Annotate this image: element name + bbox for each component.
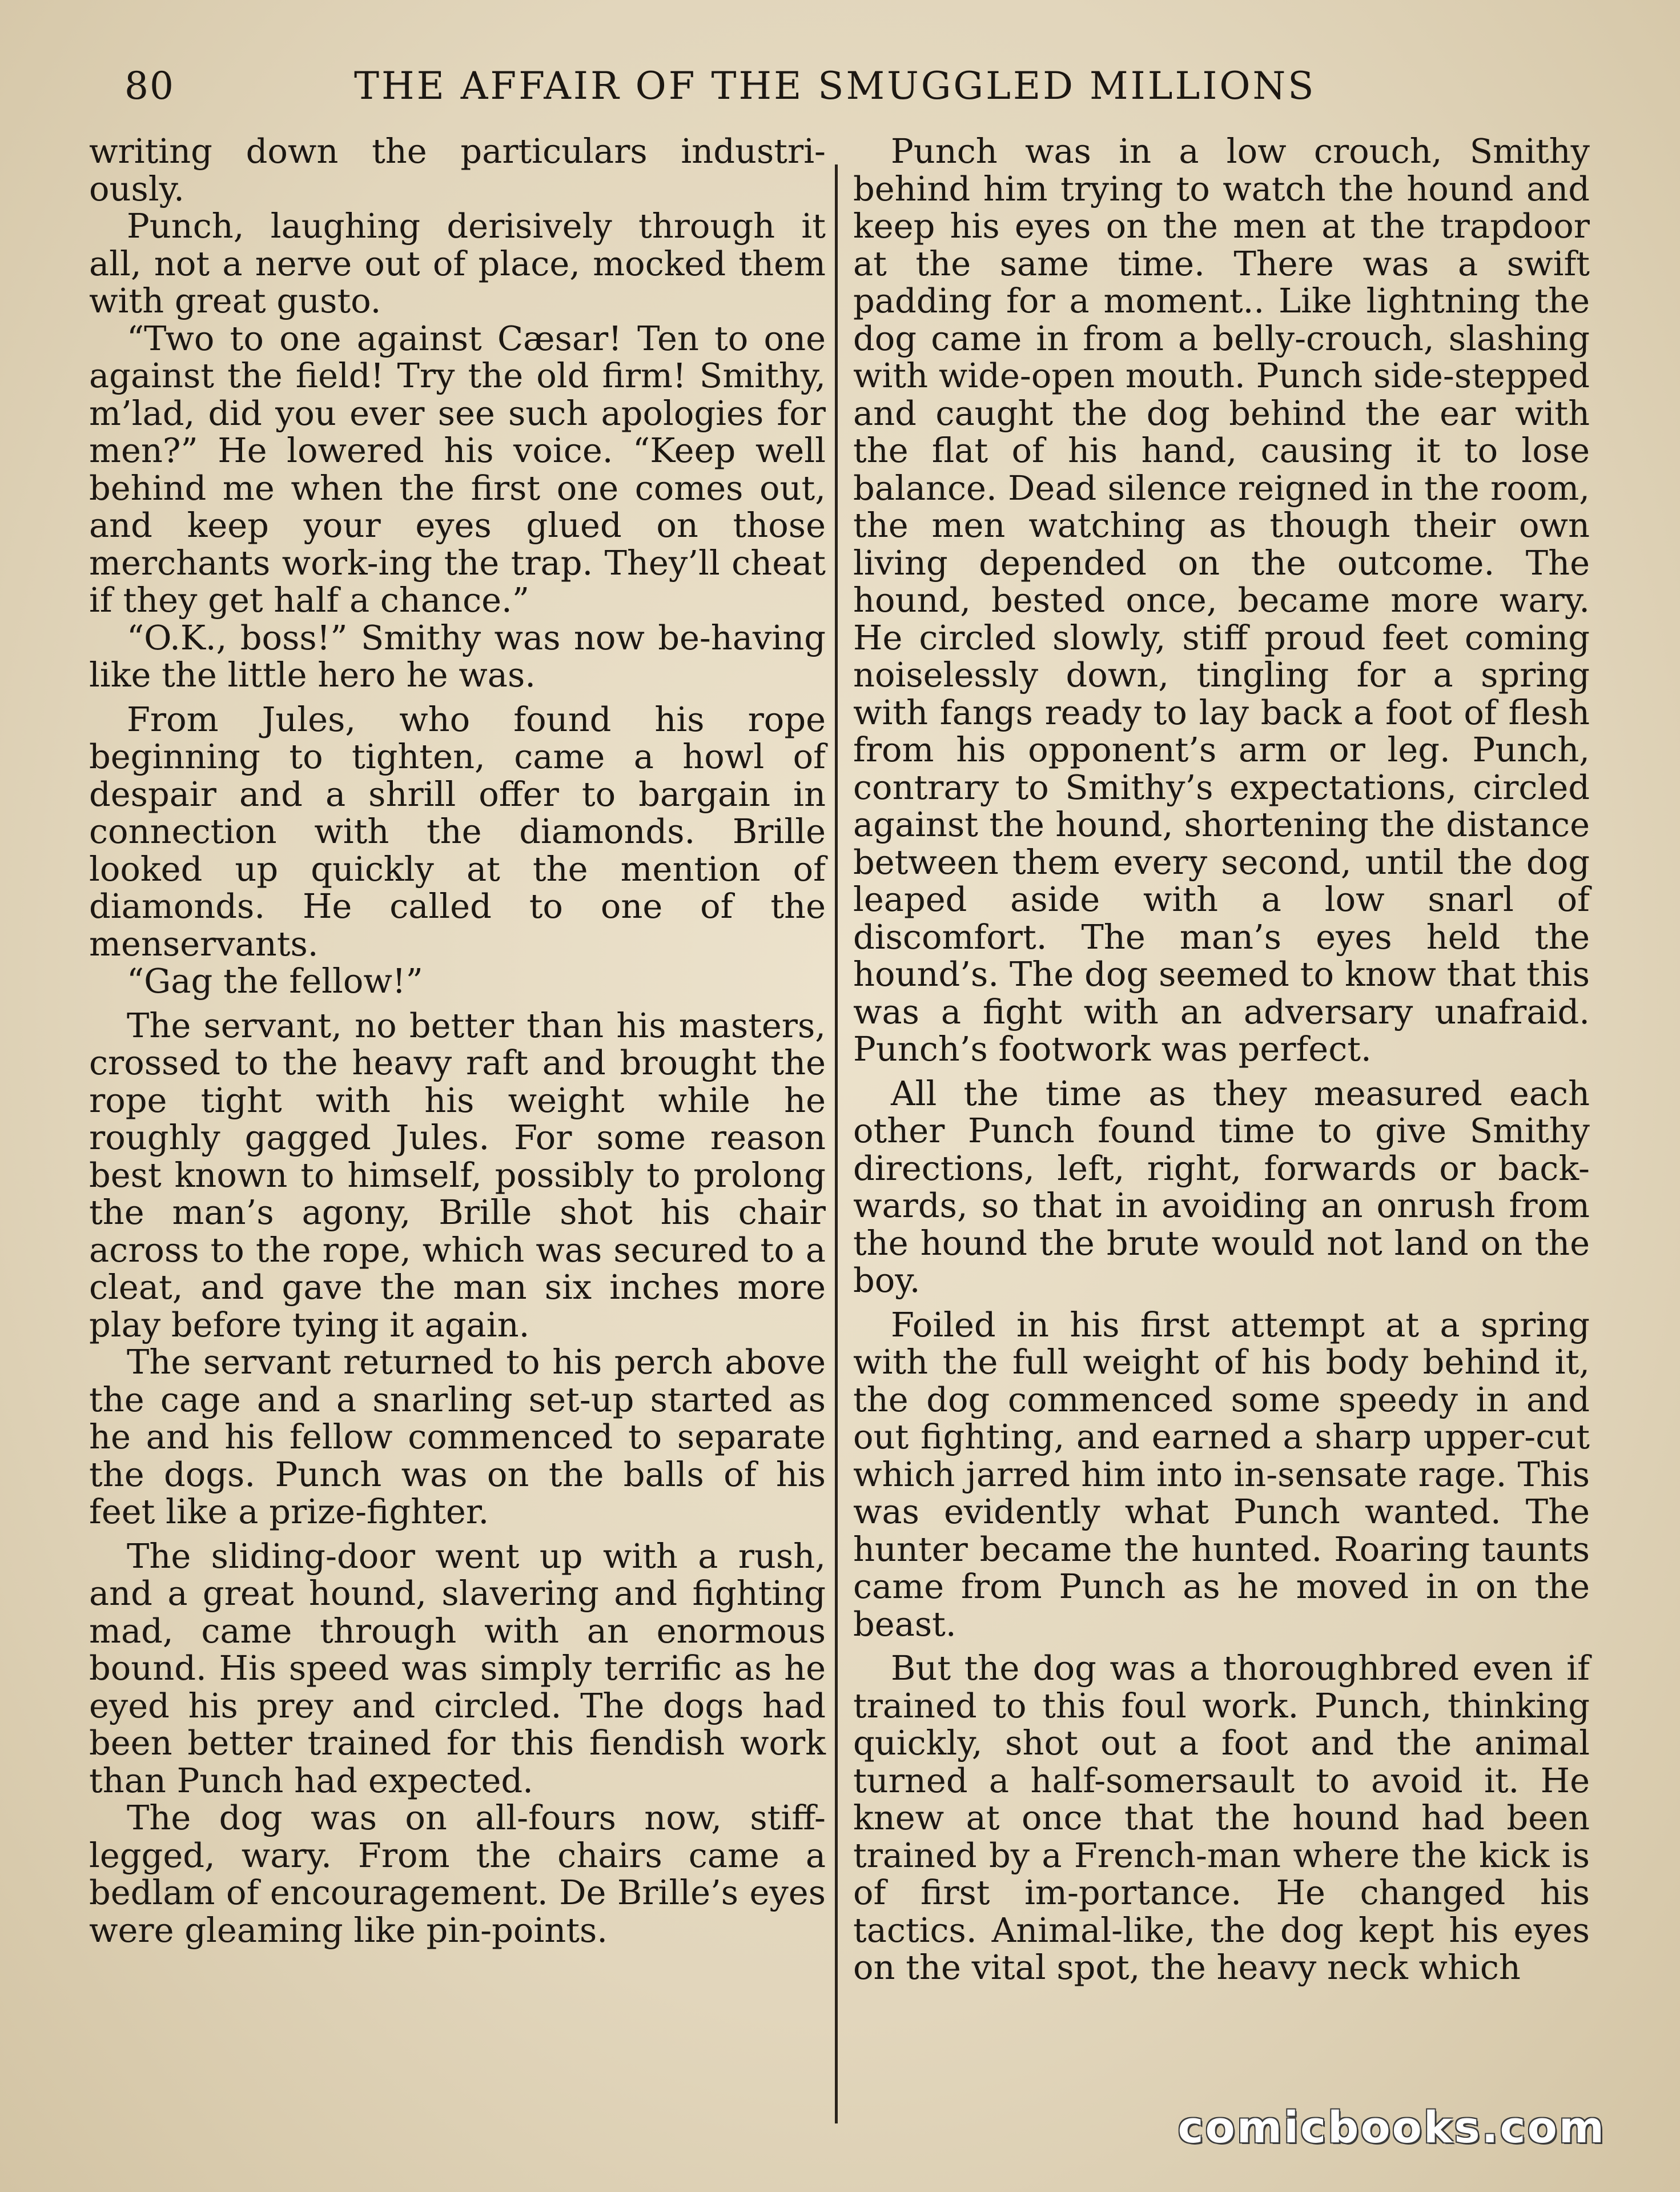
watermark: comicbooks.com <box>1177 2102 1606 2153</box>
paragraph: Punch was in a low crouch, Smithy behind him trying to watch the hound and keep his eyes on the men at the trapdoor at the same time. There was a swift padding for a moment.. Like lightning the dog came in from a belly-crouch, slashing with wide-open mouth. Punch side-stepped and caught the dog behind the ear with the flat of his hand, causing it to lose balance. Dead silence reigned in the room, the men watching as though their own living depended on the outcome. The hound, bested once, became more wary. He circled slowly, stiff proud feet coming noiselessly down, tingling for a spring with fangs ready to lay back a foot of flesh from his opponent’s arm or leg. Punch, contrary to Smithy’s expectations, circled against the hound, shortening the distance between them every second, until the dog leaped aside with a low snarl of discomfort. The man’s eyes held the hound’s. The dog seemed to know that this was a fight with an adversary unafraid. Punch’s footwork was perfect. <box>853 131 1590 1069</box>
paragraph: All the time as they measured each other Punch found time to give Smithy directions, left, right, forwards or back-wards, so that in avoiding an onrush from the hound the brute would not land on the boy. <box>853 1073 1590 1300</box>
paragraph: The servant returned to his perch above the cage and a snarling set-up started as he and his fellow commenced to separate the dogs. Punch was on the balls of his feet like a prize-fighter. <box>89 1342 826 1531</box>
paragraph: Punch, laughing derisively through it all, not a nerve out of place, mocked them with great gusto. <box>89 206 826 320</box>
paragraph: But the dog was a thoroughbred even if trained to this foul work. Punch, thinking quickly, shot out a foot and the animal turned a half-somersault to avoid it. He knew at once that the hound had been trained by a French-man where the kick is of first im-portance. He changed his tactics. Animal-like, the dog kept his eyes on the vital spot, the heavy neck which <box>853 1648 1590 1987</box>
page-header <box>0 64 1680 115</box>
paragraph: The servant, no better than his masters, crossed to the heavy raft and brought the rope tight with his weight while he roughly gagged Jules. For some reason best known to himself, possibly to prolong the man’s agony, Brille shot his chair across to the rope, which was secured to a cleat, and gave the man six inches more play before tying it again. <box>89 1005 826 1344</box>
paragraph: From Jules, who found his rope beginning to tighten, came a howl of despair and a shrill offer to bargain in connection with the diamonds. Brille looked up quickly at the mention of diamonds. He called to one of the menservants. <box>89 699 826 963</box>
paragraph: “Gag the fellow!” <box>127 961 423 1001</box>
paragraph: “O.K., boss!” Smithy was now be-having like the little hero he was. <box>89 617 826 694</box>
page-number: 80 <box>124 64 175 108</box>
column-divider <box>835 164 838 2123</box>
paragraph: “Two to one against Cæsar! Ten to one against the field! Try the old firm! Smithy, m’lad, did you ever see such apologies for men?” He lowered his voice. “Keep well behind me when the first one comes out, and keep your eyes glued on those merchants work-ing the trap. They’ll cheat if they get half a chance.” <box>89 318 826 620</box>
paragraph: The sliding-door went up with a rush, and a great hound, slavering and fighting mad, came through with an enormous bound. His speed was simply terrific as he eyed his prey and circled. The dogs had been better trained for this fiendish work than Punch had expected. <box>89 1536 826 1800</box>
paragraph: Foiled in his first attempt at a spring with the full weight of his body behind it, the dog commenced some speedy in and out fighting, and earned a sharp upper-cut which jarred him into in-sensate rage. This was evidently what Punch wanted. The hunter became the hunted. Roaring taunts came from Punch as he moved in on the beast. <box>853 1304 1590 1644</box>
paragraph: writing down the particulars industri-ously. <box>89 131 826 208</box>
left-column <box>89 133 826 1956</box>
paragraph: The dog was on all-fours now, stiff-legged, wary. From the chairs came a bedlam of encouragement. De Brille’s eyes were gleaming like pin-points. <box>89 1798 826 1950</box>
running-title: THE AFFAIR OF THE SMUGGLED MILLIONS <box>354 64 1316 108</box>
right-column <box>853 133 1590 1993</box>
